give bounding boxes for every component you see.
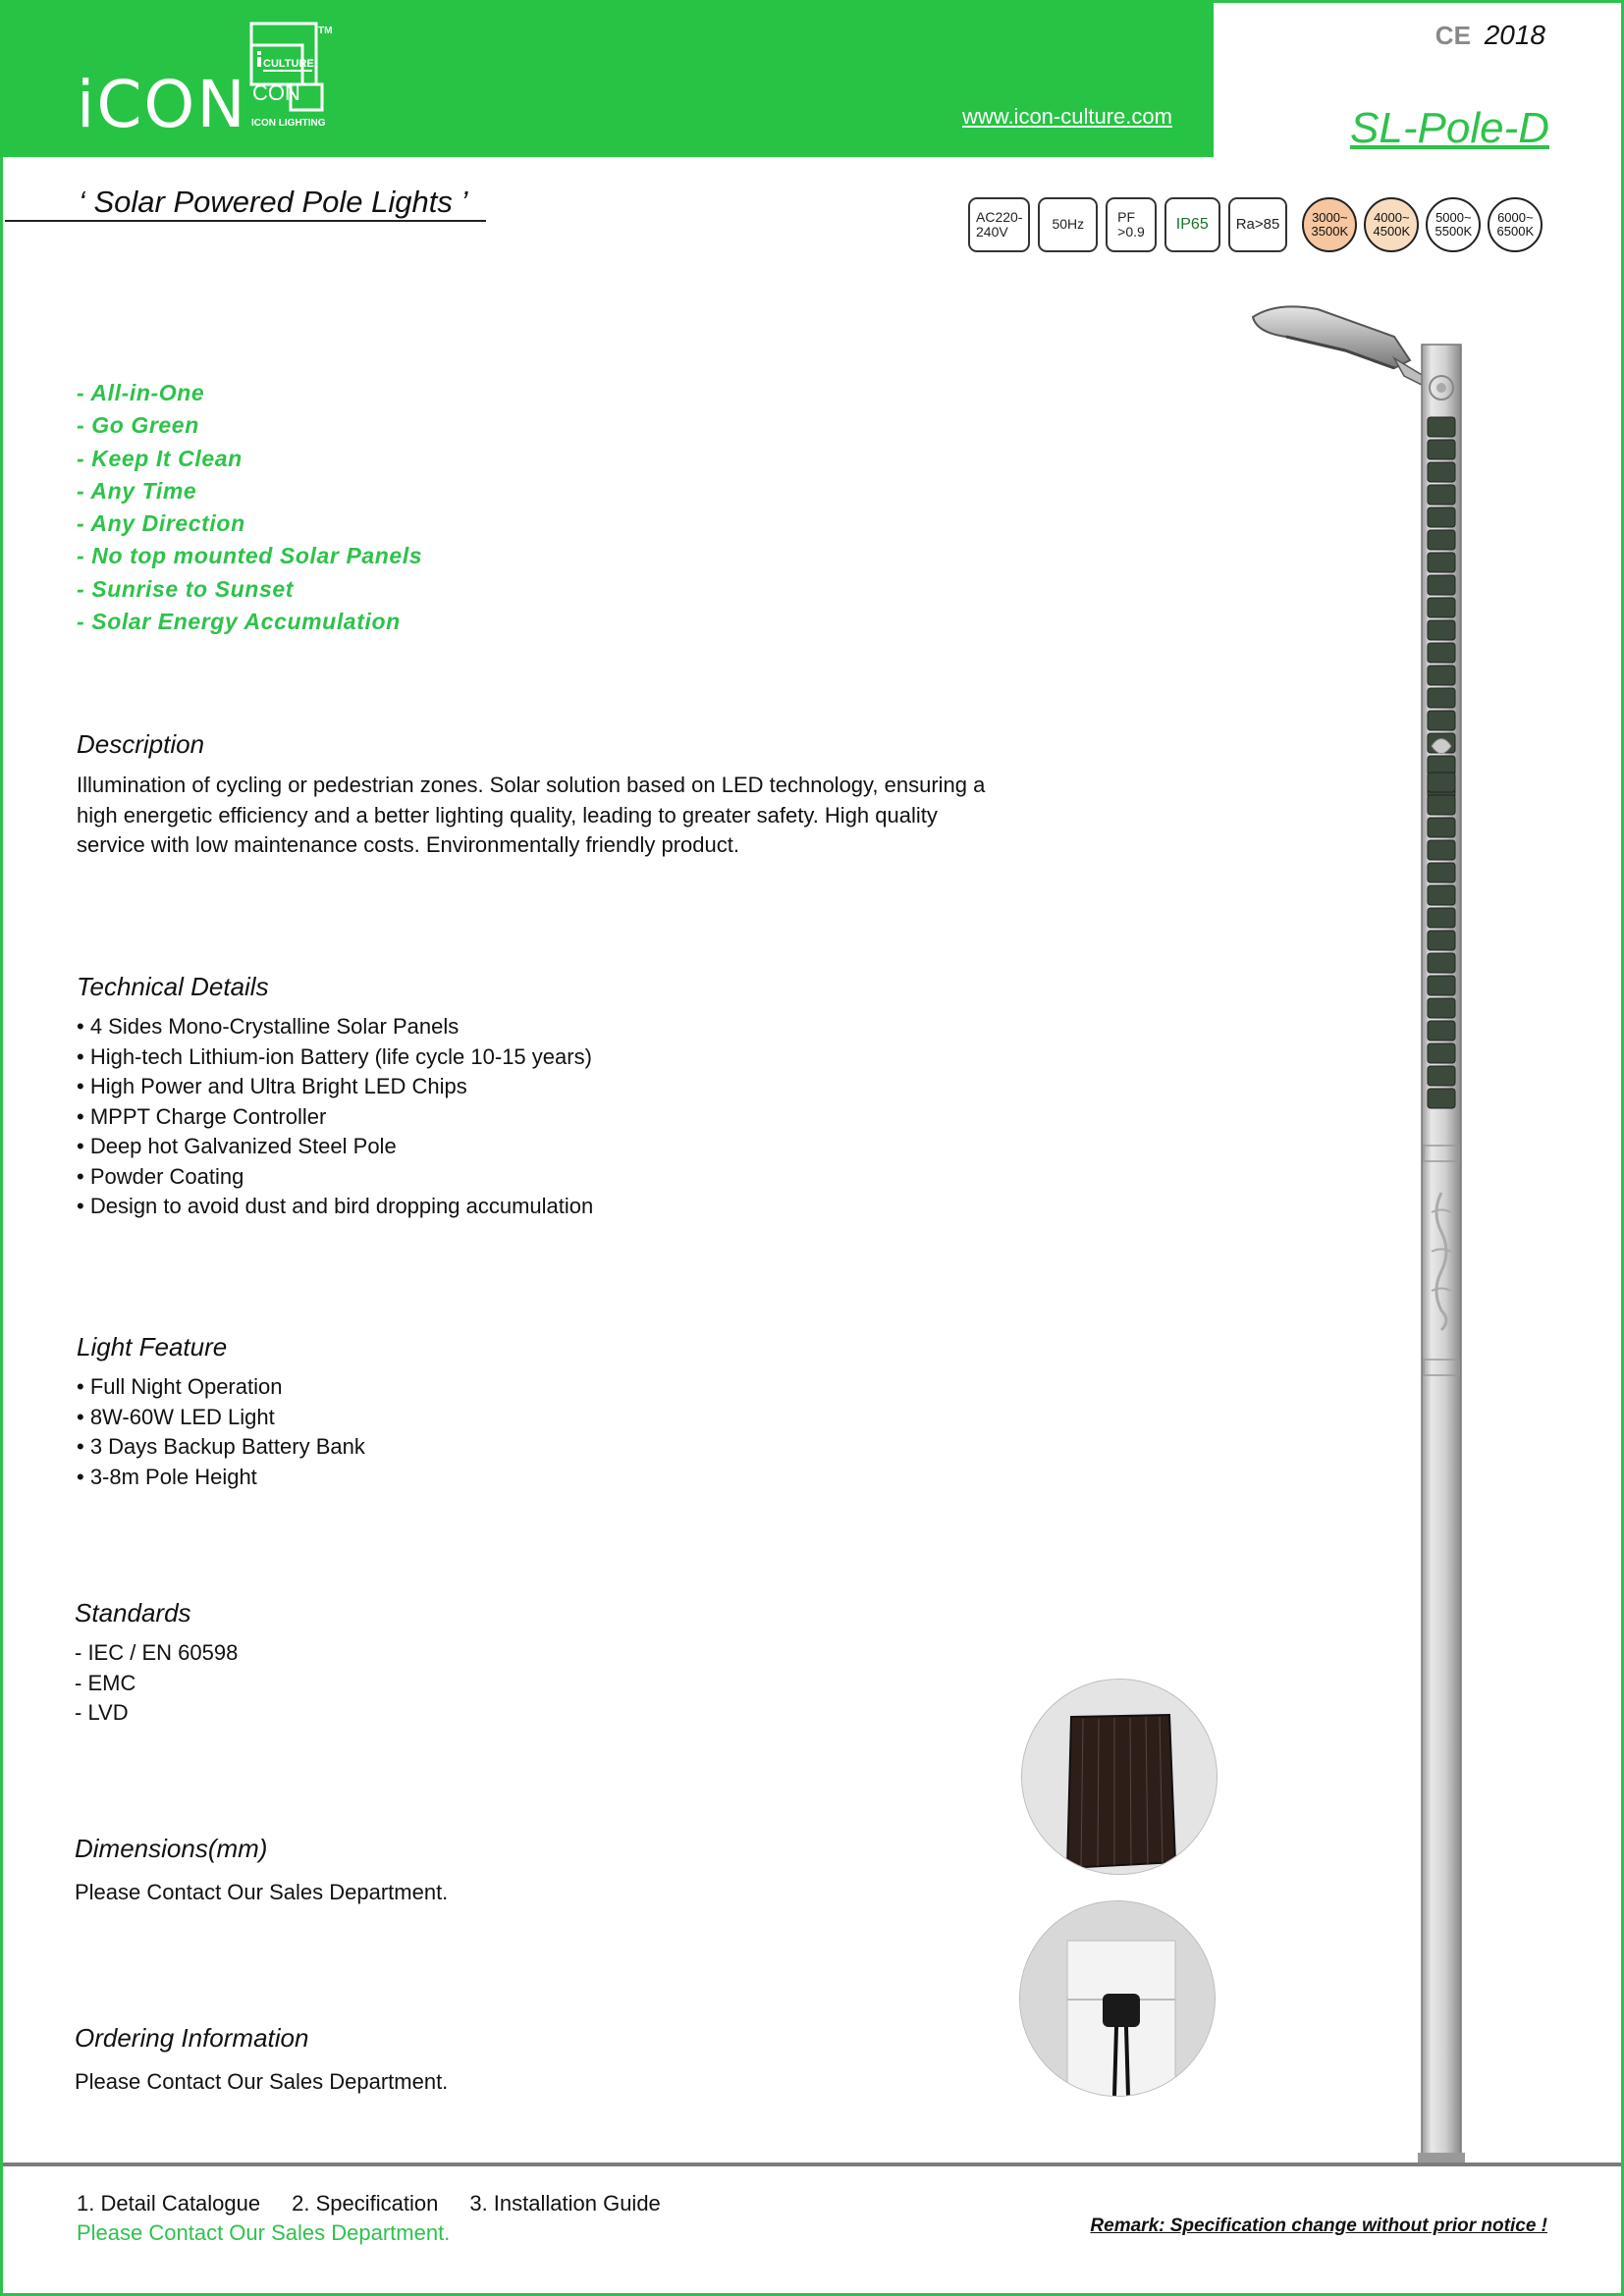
- cct-3000k-label: 3000~ 3500K: [1311, 209, 1349, 239]
- doc-detail-catalogue[interactable]: 1. Detail Catalogue: [77, 2191, 261, 2216]
- spec-badges: [968, 197, 1543, 252]
- list-item: • 3-8m Pole Height: [77, 1464, 257, 1489]
- logo-mark-bottom-text: ICON LIGHTING: [251, 118, 326, 129]
- standards-list: [75, 1638, 238, 1729]
- power-factor-badge-label: PF >0.9: [1117, 208, 1145, 240]
- header-band: [0, 0, 1214, 157]
- list-item: • 4 Sides Mono-Crystalline Solar Panels: [77, 1014, 460, 1039]
- power-factor-badge: [1106, 197, 1157, 252]
- feature-item: - Any Direction: [77, 510, 245, 537]
- junction-box-closeup-image: [1019, 1900, 1216, 2097]
- logo-mark-mid-text: CON: [252, 80, 300, 105]
- feature-item: - All-in-One: [77, 380, 205, 405]
- list-item: • Design to avoid dust and bird dropping accumulation: [77, 1194, 594, 1218]
- list-item: - LVD: [75, 1700, 129, 1725]
- cct-4000k-badge: [1364, 197, 1419, 252]
- cri-badge: [1228, 197, 1288, 252]
- trademark-text: TM: [318, 26, 333, 36]
- frequency-badge: [1038, 197, 1098, 252]
- solar-panel-closeup-image: [1021, 1679, 1218, 1875]
- cct-5000k-label: 5000~ 5500K: [1435, 209, 1473, 239]
- solar-panel-closeup-drawing: [1022, 1680, 1217, 1874]
- model-number: SL-Pole-D: [1350, 104, 1549, 152]
- light-feature-list: [77, 1372, 365, 1492]
- feature-item: - Any Time: [77, 477, 197, 504]
- junction-box-closeup-drawing: [1020, 1901, 1215, 2096]
- footer-contact: Please Contact Our Sales Department.: [77, 2220, 451, 2245]
- cct-6000k-label: 6000~ 6500K: [1496, 209, 1535, 239]
- year-row: [1435, 20, 1545, 51]
- ordering-heading: Ordering Information: [75, 2023, 309, 2053]
- feature-item: - Solar Energy Accumulation: [77, 609, 401, 635]
- cct-6000k-badge: [1488, 197, 1543, 252]
- list-item: • Powder Coating: [77, 1163, 244, 1189]
- product-title: ‘ Solar Powered Pole Lights ’: [79, 185, 468, 219]
- cct-5000k-badge: [1426, 197, 1481, 252]
- solar-pole-image: [1247, 299, 1473, 2164]
- standards-heading: Standards: [75, 1598, 191, 1628]
- feature-item: - Go Green: [77, 412, 199, 439]
- list-item: • 3 Days Backup Battery Bank: [77, 1434, 365, 1459]
- cri-badge-label: Ra>85: [1235, 215, 1280, 233]
- feature-item: - No top mounted Solar Panels: [77, 543, 423, 569]
- document-list: [77, 2191, 692, 2216]
- ip65-badge-label: IP65: [1175, 216, 1209, 234]
- technical-details-heading: Technical Details: [77, 972, 269, 1001]
- cct-4000k-label: 4000~ 4500K: [1373, 209, 1411, 239]
- cct-3000k-badge: [1302, 197, 1357, 252]
- footer-remark: Remark: Specification change without prior notice !: [1090, 2216, 1547, 2236]
- dimensions-heading: Dimensions(mm): [75, 1834, 268, 1863]
- technical-details-list: [77, 1012, 593, 1222]
- list-item: • Full Night Operation: [77, 1374, 283, 1399]
- icon-culture-logo-mark: [244, 22, 342, 132]
- dimensions-text: Please Contact Our Sales Department.: [75, 1880, 449, 1904]
- list-item: - IEC / EN 60598: [75, 1640, 239, 1665]
- voltage-badge-label: AC220- 240V: [976, 208, 1023, 240]
- catalog-year: 2018: [1484, 20, 1545, 50]
- ip65-badge: [1164, 197, 1220, 252]
- ce-mark: CE: [1435, 21, 1471, 50]
- feature-item: - Sunrise to Sunset: [77, 575, 294, 602]
- ordering-text: Please Contact Our Sales Department.: [75, 2069, 449, 2094]
- description-heading: Description: [77, 729, 205, 759]
- list-item: • High-tech Lithium-ion Battery (life cycle 10-15 years): [77, 1043, 592, 1069]
- list-item: • Deep hot Galvanized Steel Pole: [77, 1134, 397, 1158]
- doc-specification[interactable]: 2. Specification: [292, 2191, 439, 2216]
- list-item: - EMC: [75, 1670, 136, 1695]
- title-underline: [5, 220, 486, 222]
- logo-text: iCON: [77, 67, 247, 142]
- logo-mark-top-text: CULTURE: [263, 58, 314, 70]
- list-item: • MPPT Charge Controller: [77, 1103, 327, 1129]
- list-item: • High Power and Ultra Bright LED Chips: [77, 1074, 467, 1098]
- feature-list: [77, 377, 422, 638]
- footer-divider: [3, 2163, 1621, 2166]
- website-link[interactable]: www.icon-culture.com: [962, 104, 1172, 129]
- frequency-badge-label: 50Hz: [1052, 216, 1085, 233]
- light-feature-heading: Light Feature: [77, 1332, 228, 1362]
- list-item: • 8W-60W LED Light: [77, 1404, 275, 1429]
- feature-item: - Keep It Clean: [77, 445, 243, 471]
- description-text: Illumination of cycling or pedestrian zones. Solar solution based on LED technology, ensuring a high energetic efficiency and a better lighting quality, leading to greater safety. High quality service with low maintenance costs. Environmentally friendly product.: [77, 773, 986, 857]
- voltage-badge: [968, 197, 1030, 252]
- doc-installation-guide[interactable]: 3. Installation Guide: [469, 2191, 661, 2216]
